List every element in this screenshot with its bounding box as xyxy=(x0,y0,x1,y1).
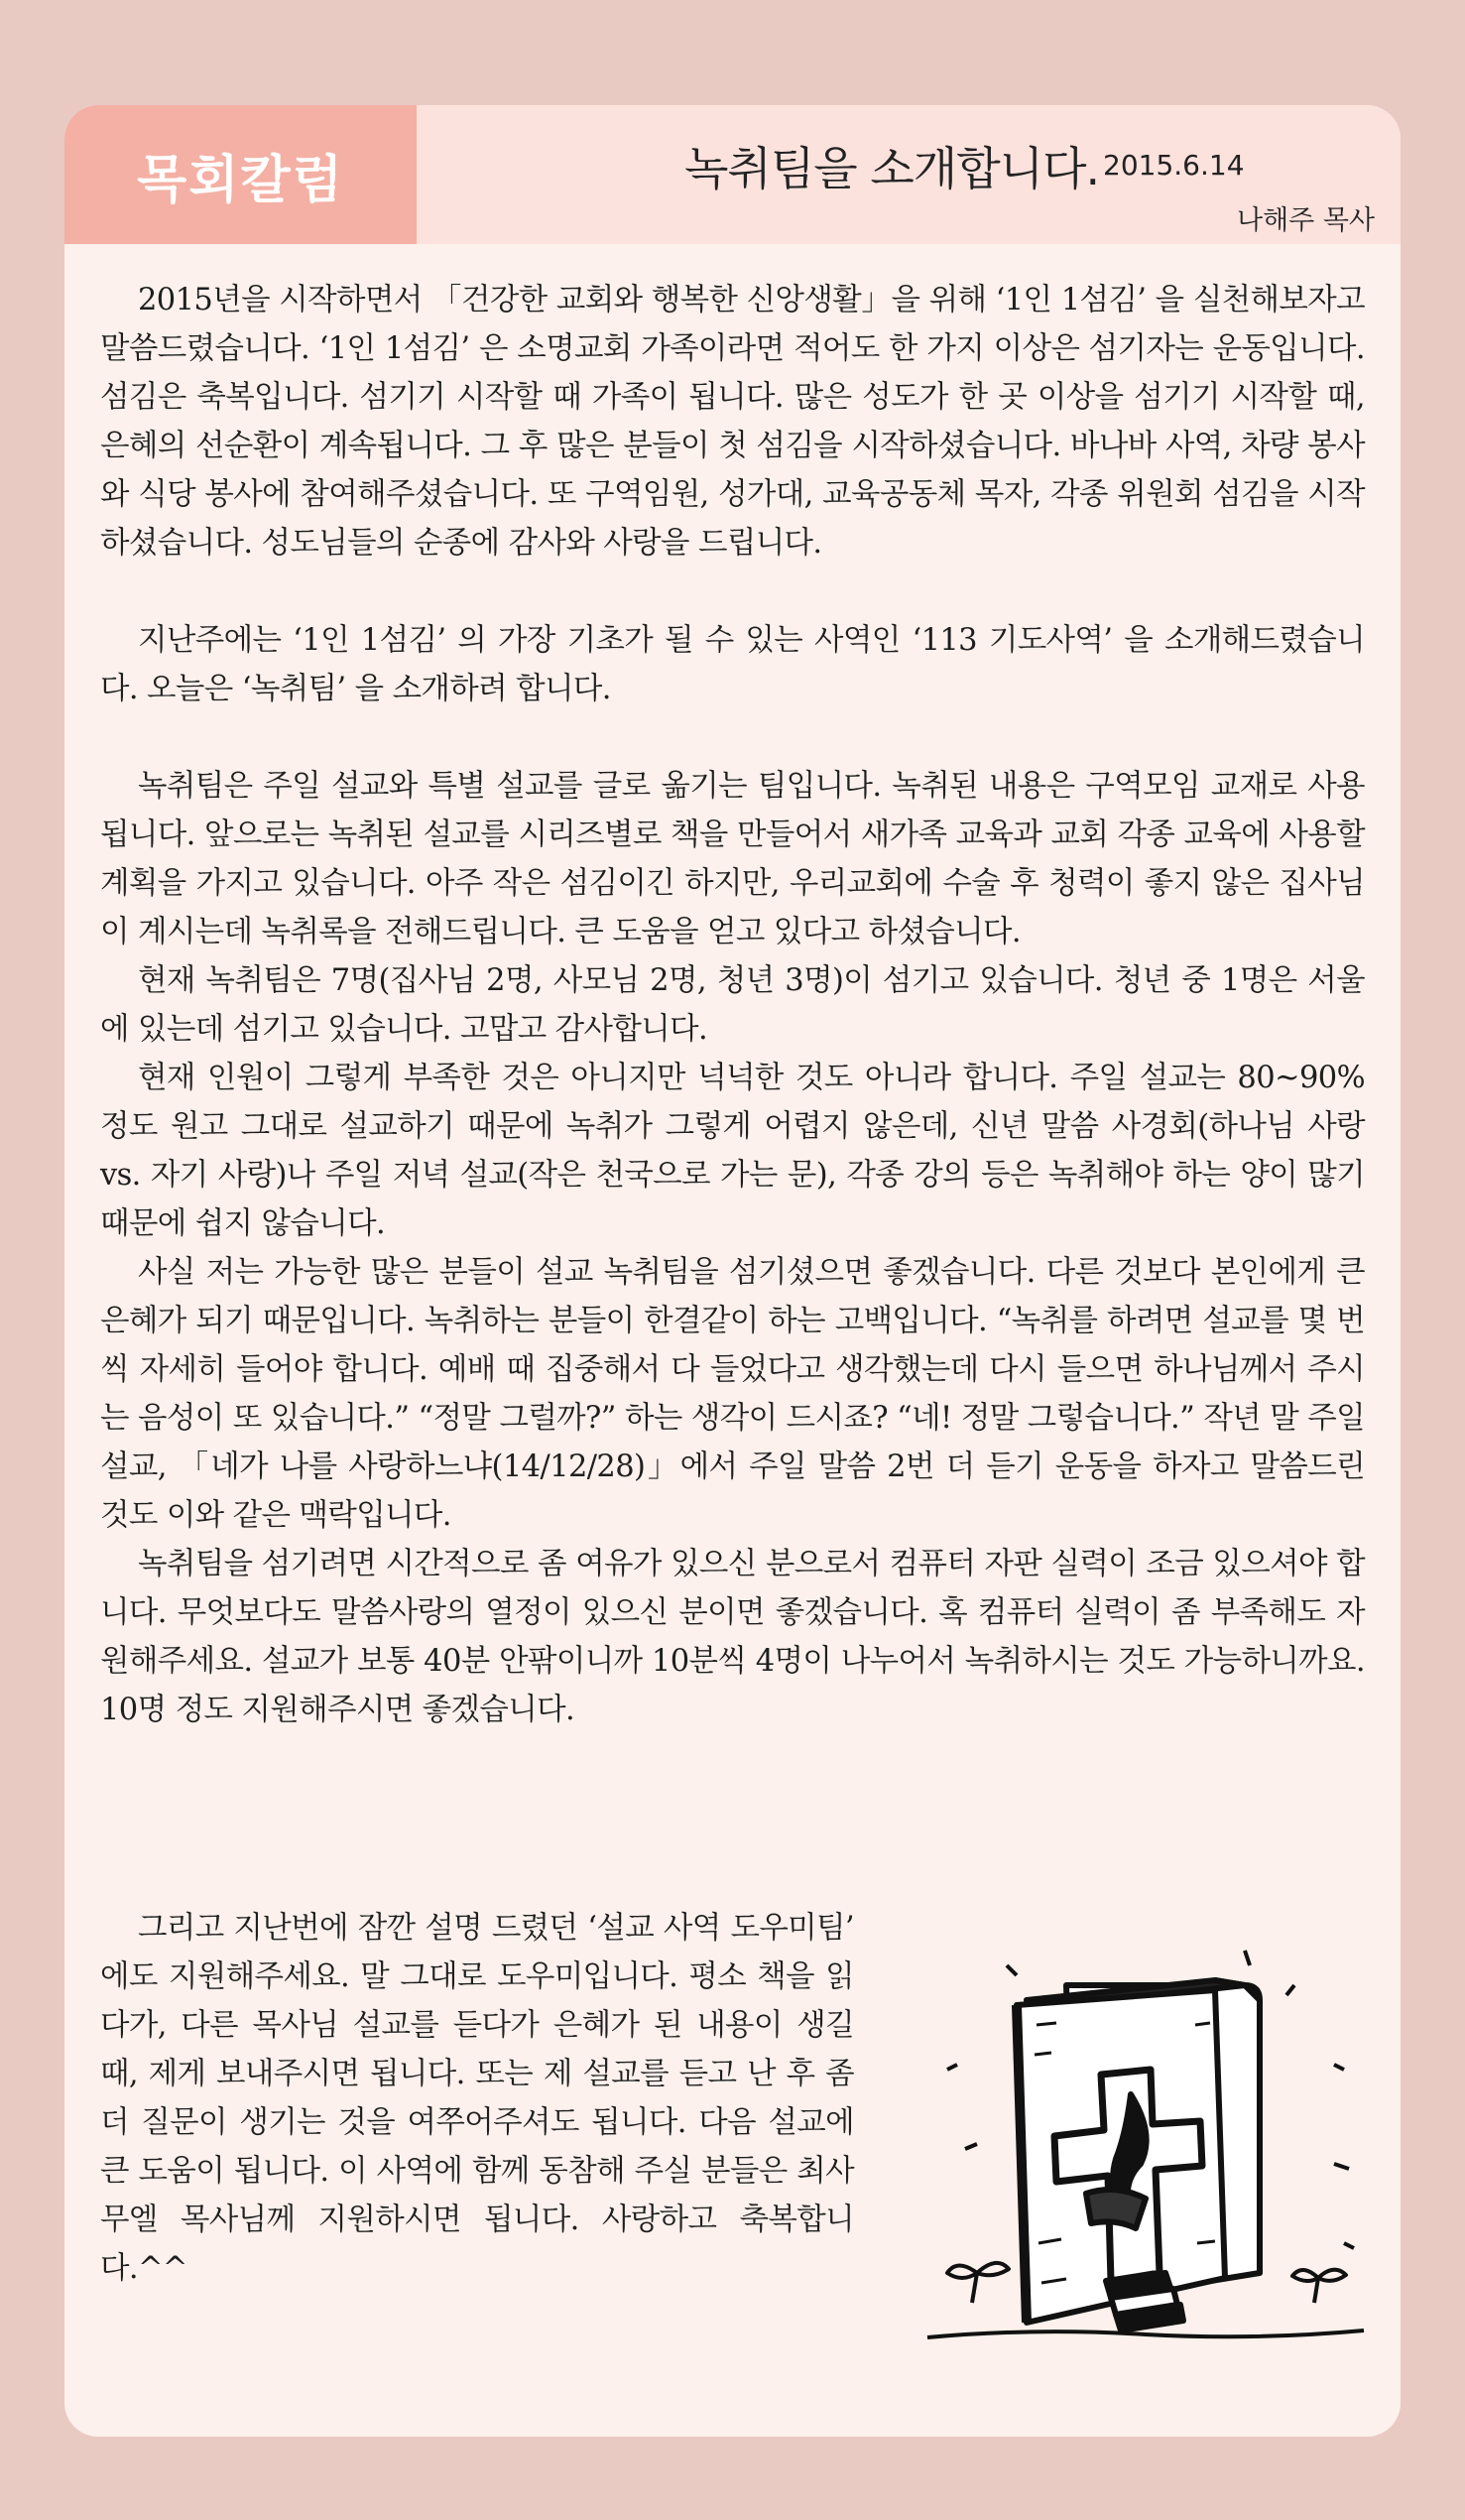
paragraph-1: 2015년을 시작하면서 「건강한 교회와 행복한 신앙생활」을 위해 ‘1인 1섬김’ 을 실천해보자고 말씀드렸습니다. ‘1인 1섬김’ 은 소명교회 가족이라면 적어도 한 가지 이상은 섬기자는 운동입니다. 섬김은 축복입니다. 섬기기 시작할 때 가족이 됩니다. 많은 성도가 한 곳 이상을 섬기기 시작할 때, 은혜의 선순환이 계속됩니다. 그 후 많은 분들이 첫 섬김을 시작하셨습니다. 바나바 사역, 차량 봉사와 식당 봉사에 참여해주셨습니다. 또 구역임원, 성가대, 교육공동체 목자, 각종 위원회 섬김을 시작하셨습니다. 성도님들의 순종에 감사와 사랑을 드립니다. xyxy=(100,283,1365,561)
column-date: 2015.6.14 xyxy=(1103,149,1245,182)
paragraph-8: 그리고 지난번에 잠깐 설명 드렸던 ‘설교 사역 도우미팀’ 에도 지원해주세요. 말 그대로 도우미입니다. 평소 책을 읽다가, 다른 목사님 설교를 듣다가 은혜가 된 내용이 생길 때, 제게 보내주시면 됩니다. 또는 제 설교를 듣고 난 후 좀 더 질문이 생기는 것을 여쭈어주셔도 됩니다. 다음 설교에 큰 도움이 됩니다. 이 사역에 함께 동참해 주실 분들은 최사무엘 목사님께 지원하시면 됩니다. 사랑하고 축복합니다.^^ xyxy=(100,1911,854,2286)
column-label: 목회칼럼 xyxy=(64,105,417,244)
paragraph-3: 녹취팀은 주일 설교와 특별 설교를 글로 옮기는 팀입니다. 녹취된 내용은 구역모임 교재로 사용됩니다. 앞으로는 녹취된 설교를 시리즈별로 책을 만들어서 새가족 교육과 교회 각종 교육에 사용할 계획을 가지고 있습니다. 아주 작은 섬김이긴 하지만, 우리교회에 수술 후 청력이 좋지 않은 집사님이 계시는데 녹취록을 전해드립니다. 큰 도움을 얻고 있다고 하셨습니다. xyxy=(100,769,1365,949)
column-card xyxy=(64,105,1401,2437)
paragraph-4: 현재 녹취팀은 7명(집사님 2명, 사모님 2명, 청년 3명)이 섬기고 있습니다. 청년 중 1명은 서울에 있는데 섬기고 있습니다. 고맙고 감사합니다. xyxy=(100,963,1365,1047)
column-header xyxy=(64,105,1401,244)
paragraph-7: 녹취팀을 섬기려면 시간적으로 좀 여유가 있으신 분으로서 컴퓨터 자판 실력이 조금 있으셔야 합니다. 무엇보다도 말씀사랑의 열정이 있으신 분이면 좋겠습니다. 혹 컴퓨터 실력이 좀 부족해도 자원해주세요. 설교가 보통 40분 안팎이니까 10분씩 4명이 나누어서 녹취하시는 것도 가능하니까요. 10명 정도 지원해주시면 좋겠습니다. xyxy=(100,1547,1365,1727)
title-area xyxy=(417,105,1401,244)
paragraph-6: 사실 저는 가능한 많은 분들이 설교 녹취팀을 섬기셨으면 좋겠습니다. 다른 것보다 본인에게 큰 은혜가 되기 때문입니다. 녹취하는 분들이 한결같이 하는 고백입니다. “녹취를 하려면 설교를 몇 번씩 자세히 들어야 합니다. 예배 때 집중해서 다 들었다고 생각했는데 다시 들으면 하나님께서 주시는 음성이 또 있습니다.” “정말 그럴까?” 하는 생각이 드시죠? “네! 정말 그렇습니다.” 작년 말 주일 설교, 「네가 나를 사랑하느냐(14/12/28)」에서 주일 말씀 2번 더 듣기 운동을 하자고 말씀드린 것도 이와 같은 맥락입니다. xyxy=(100,1255,1365,1533)
bible-cross-icon xyxy=(917,1946,1374,2372)
paragraph-2: 지난주에는 ‘1인 1섬김’ 의 가장 기초가 될 수 있는 사역인 ‘113 기도사역’ 을 소개해드렸습니다. 오늘은 ‘녹취팀’ 을 소개하려 합니다. xyxy=(100,623,1365,706)
column-author: 나해주 목사 xyxy=(1237,205,1375,236)
column-title: 녹취팀을 소개합니다. xyxy=(684,142,1100,195)
paragraph-5: 현재 인원이 그렇게 부족한 것은 아니지만 넉넉한 것도 아니라 합니다. 주일 설교는 80~90% 정도 원고 그대로 설교하기 때문에 녹취가 그렇게 어렵지 않은데, 신년 말씀 사경회(하나님 사랑 vs. 자기 사랑)나 주일 저녁 설교(작은 천국으로 가는 문), 각종 강의 등은 녹취해야 하는 양이 많기 때문에 쉽지 않습니다. xyxy=(100,1061,1365,1241)
column-body xyxy=(100,276,1365,1734)
